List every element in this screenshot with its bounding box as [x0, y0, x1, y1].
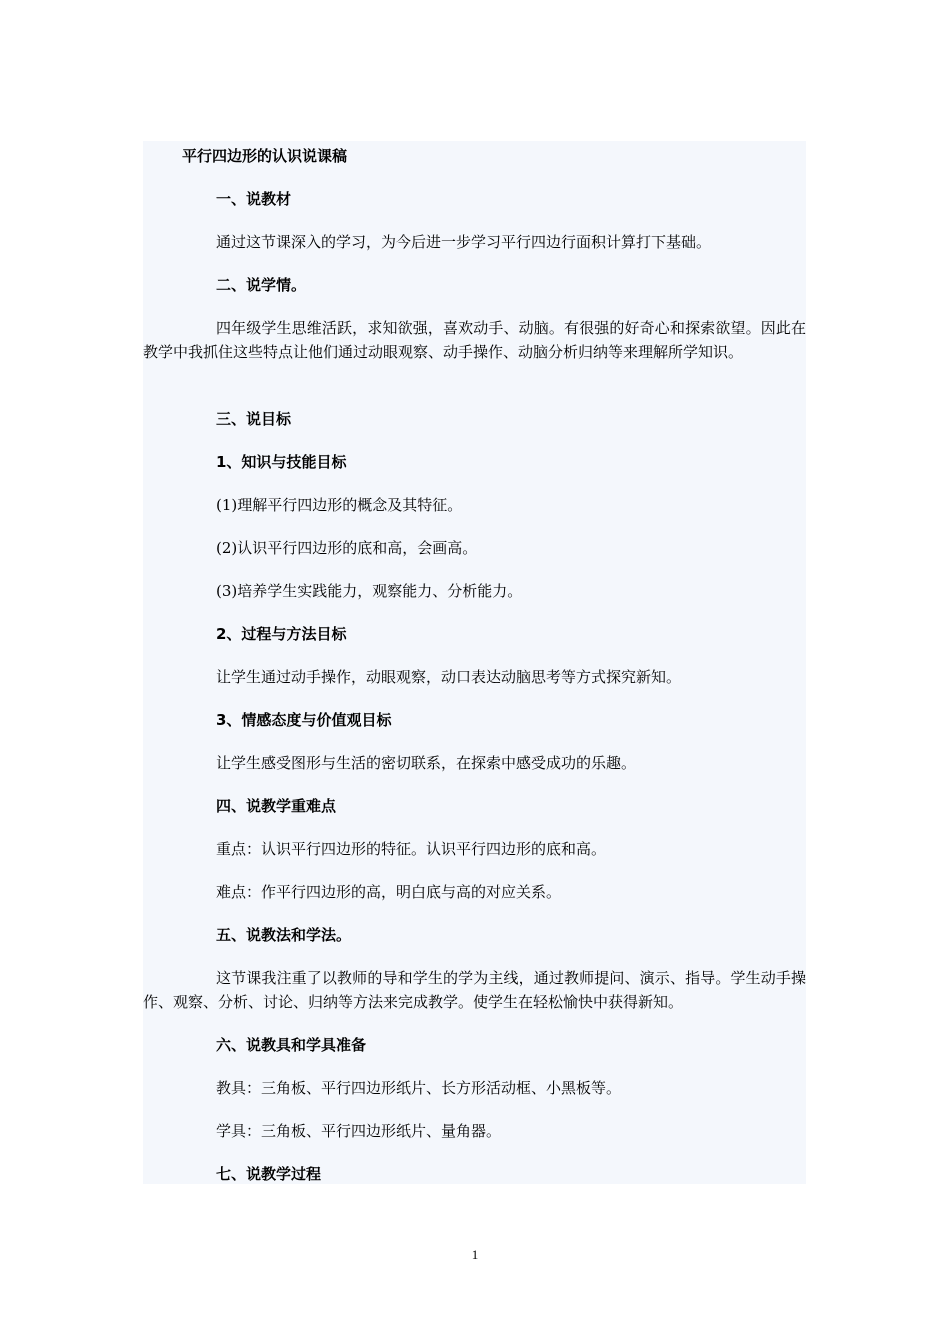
document-title: 平行四边形的认识说课稿	[182, 147, 348, 165]
section-4-heading: 四、说教学重难点	[216, 797, 337, 815]
section-1-text: 通过这节课深入的学习，为今后进一步学习平行四边行面积计算打下基础。	[216, 233, 712, 251]
section-5-text: 这节课我注重了以教师的导和学生的学为主线，通过教师提问、演示、指导。学生动手操作、观察、分析、讨论、归纳等方法来完成教学。使学生在轻松愉快中获得新知。	[143, 969, 806, 1011]
goal-1-heading: 1、知识与技能目标	[216, 453, 347, 471]
goal-1-item-2: (2)认识平行四边形的底和高，会画高。	[216, 539, 478, 557]
section-6-student-tools: 学具：三角板、平行四边形纸片、量角器。	[216, 1122, 502, 1140]
page-number: 1	[471, 1247, 479, 1262]
section-6-teacher-tools: 教具：三角板、平行四边形纸片、长方形活动框、小黑板等。	[216, 1079, 622, 1097]
goal-2-heading: 2、过程与方法目标	[216, 625, 347, 643]
goal-1-item-1: (1)理解平行四边形的概念及其特征。	[216, 496, 463, 514]
section-2-heading: 二、说学情。	[216, 276, 307, 294]
section-2-text: 四年级学生思维活跃，求知欲强，喜欢动手、动脑。有很强的好奇心和探索欲望。因此在教学中我抓住这些特点让他们通过动眼观察、动手操作、动脑分析归纳等来理解所学知识。	[143, 319, 806, 361]
goal-1-item-3: (3)培养学生实践能力，观察能力、分析能力。	[216, 582, 523, 600]
content-background	[143, 141, 806, 1184]
section-6-heading: 六、说教具和学具准备	[216, 1036, 367, 1054]
section-1-heading: 一、说教材	[216, 190, 292, 208]
section-4-difficult-point: 难点：作平行四边形的高，明白底与高的对应关系。	[216, 883, 562, 901]
goal-3-text: 让学生感受图形与生活的密切联系，在探索中感受成功的乐趣。	[216, 754, 637, 772]
section-5-heading: 五、说教法和学法。	[216, 926, 352, 944]
section-4-key-point: 重点：认识平行四边形的特征。认识平行四边形的底和高。	[216, 840, 607, 858]
goal-2-text: 让学生通过动手操作，动眼观察，动口表达动脑思考等方式探究新知。	[216, 668, 682, 686]
section-7-heading: 七、说教学过程	[216, 1165, 322, 1183]
section-3-heading: 三、说目标	[216, 410, 292, 428]
goal-3-heading: 3、情感态度与价值观目标	[216, 711, 392, 729]
